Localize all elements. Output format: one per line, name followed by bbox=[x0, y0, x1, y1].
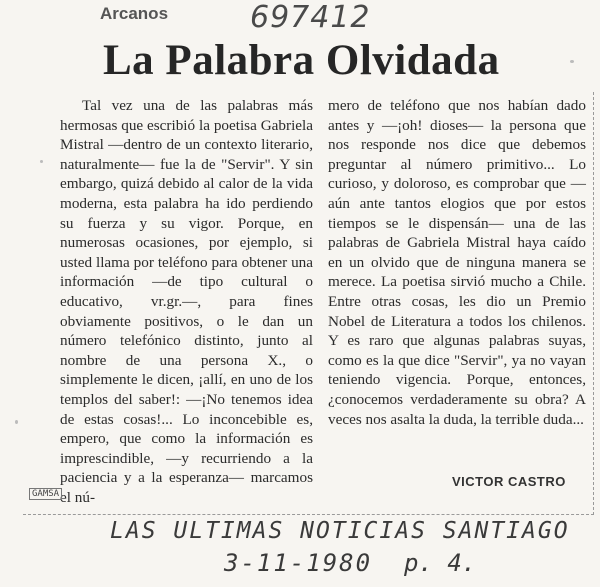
handwritten-page-ref: p. 4. bbox=[404, 549, 477, 577]
article-column-left bbox=[60, 96, 313, 507]
archive-stamp: GAMSA bbox=[29, 488, 62, 500]
handwritten-date: 3-11-1980 bbox=[224, 549, 373, 577]
article-headline: La Palabra Olvidada bbox=[103, 37, 500, 84]
paper-speck bbox=[15, 420, 18, 424]
article-column-right bbox=[328, 96, 586, 429]
handwritten-source: LAS ULTIMAS NOTICIAS SANTIAGO bbox=[110, 518, 570, 544]
section-label: Arcanos bbox=[100, 4, 169, 23]
article-text-right: mero de teléfono que nos habían dado antes y —¡oh! dioses— la persona que nos responde nos dice que debemos preguntar al número primitivo... Lo curioso, y doloroso, es comprobar que —aún ante tantos elogios que por estos tiempos se le dispensán— una de las palabras de Gabriela Mistral haya caído en un olvido que de ninguna manera se merece. La poetisa sirvió mucho a Chile. Entre otras cosas, les dio un Premio Nobel de Literatura a todos los chilenos. Y es raro que algunas palabras suyas, como es la que dice "Servir", ya no vayan teniendo vigencia. Porque, entonces, ¿conocemos verdaderamente su obra? A veces nos asalta la duda, la terrible duda... bbox=[328, 97, 586, 428]
paper-speck bbox=[40, 160, 43, 163]
handwritten-archive-number: 697412 bbox=[250, 0, 371, 35]
author-byline: VICTOR CASTRO bbox=[452, 474, 566, 489]
article-text-left: Tal vez una de las palabras más hermosas que escribió la poetisa Gabriela Mistral —dentro de un contexto literario, naturalmente— fue la de "Servir". Y sin embargo, quizá debido al calor de la vida moderna, esta palabra ha ido perdiendo su fuerza y su vigor. Porque, en numerosas ocasiones, por ejemplo, si usted llama por teléfono para obtener una información —de tipo cultural o educativo, vr.gr.—, para fines obviamente positivos, o le dan un número telefónico distinto, junto al nombre de una persona X., o simplemente le dicen, ¡allí, en uno de los templos del saber!: —¡No tenemos idea de estas cosas!... Lo inconcebible es, empero, que como la información es imprescindible, —y recurriendo a la paciencia y a la esperanza— marcamos el nú- bbox=[60, 97, 313, 506]
paper-speck bbox=[570, 60, 574, 63]
